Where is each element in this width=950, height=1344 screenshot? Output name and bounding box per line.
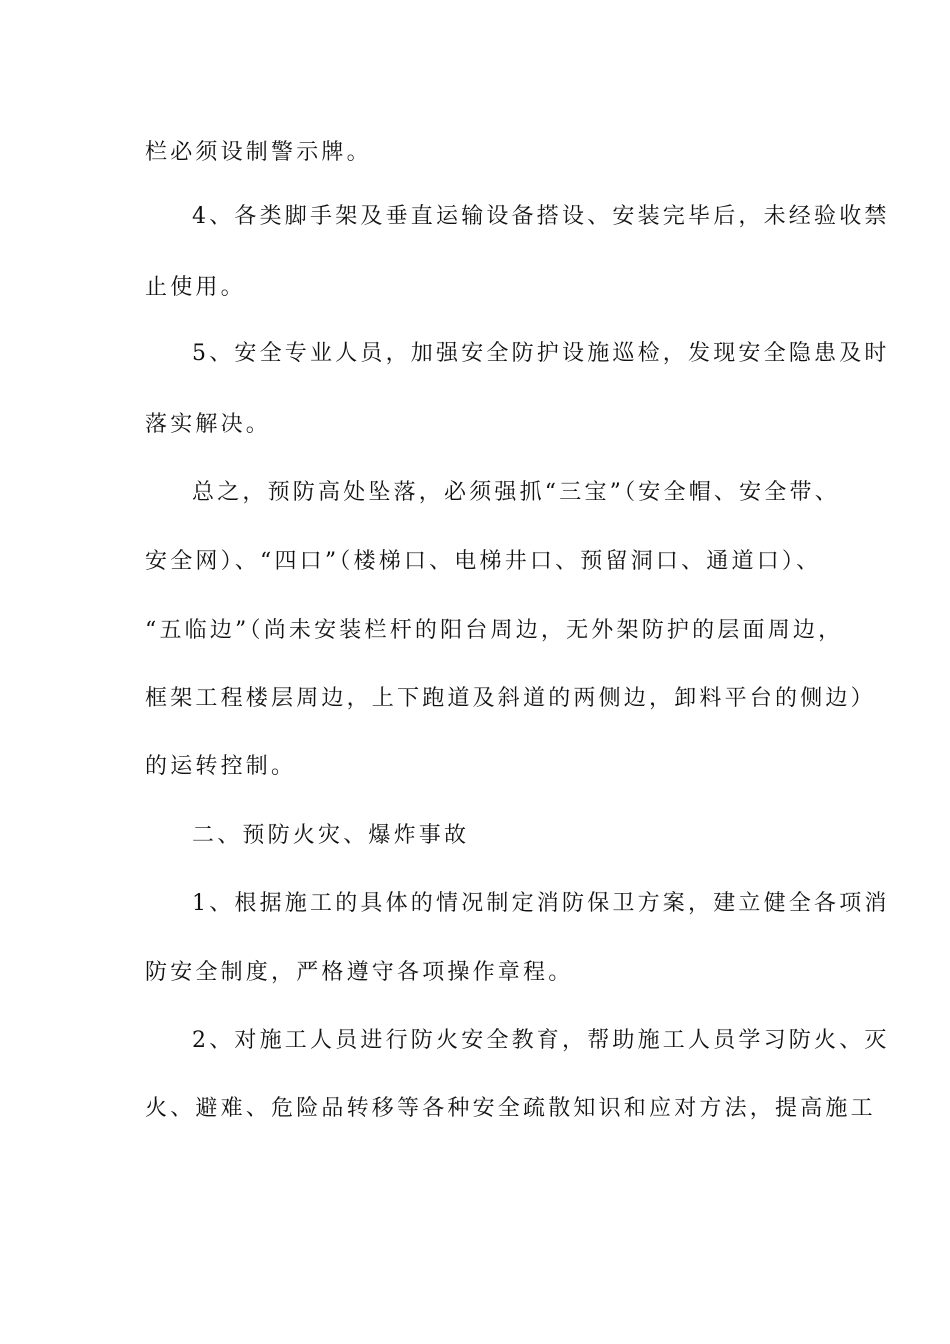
text-line: 2、对施工人员进行防火安全教育，帮助施工人员学习防火、灭 [192,1028,890,1053]
text-line: 1、根据施工的具体的情况制定消防保卫方案，建立健全各项消 [192,891,890,916]
text-line: 止使用。 [145,275,246,300]
text-line: 框架工程楼层周边，上下跑道及斜道的两侧边，卸料平台的侧边） [145,686,876,711]
text-line: 安全网）、“四口”（楼梯口、电梯井口、预留洞口、通道口）、 [145,549,822,574]
text-line: 火、避难、危险品转移等各种安全疏散知识和应对方法，提高施工 [145,1096,876,1121]
section-heading: 二、预防火灾、爆炸事故 [192,823,470,848]
text-line: 的运转控制。 [145,754,297,779]
text-line: 4、各类脚手架及垂直运输设备搭设、安装完毕后，未经验收禁 [192,204,890,229]
text-line: 落实解决。 [145,412,272,437]
text-line: 5、安全专业人员，加强安全防护设施巡检，发现安全隐患及时 [192,341,890,366]
text-line: “五临边”（尚未安装栏杆的阳台周边，无外架防护的层面周边， [145,618,844,643]
text-line: 栏必须设制警示牌。 [145,140,372,165]
text-line: 防安全制度，严格遵守各项操作章程。 [145,960,574,985]
text-line: 总之，预防高处坠落，必须强抓“三宝”（安全帽、安全带、 [192,480,840,505]
